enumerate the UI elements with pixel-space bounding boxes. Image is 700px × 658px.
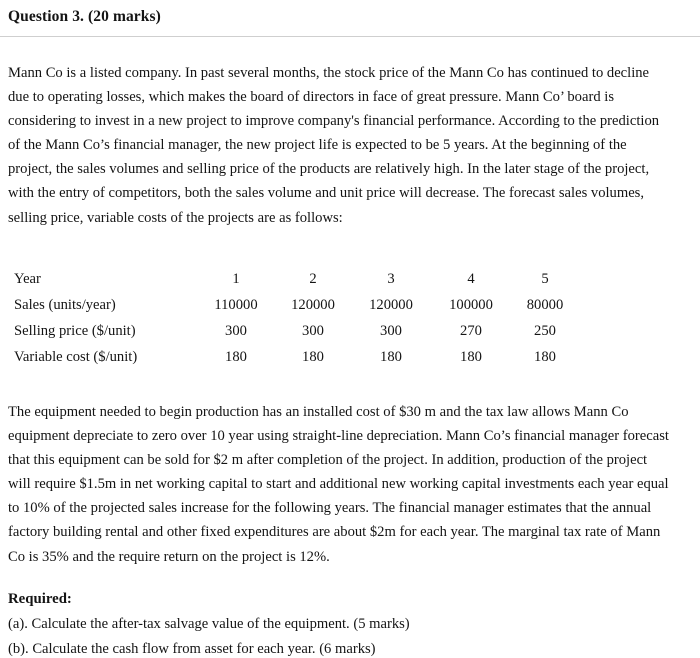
table-row-label: Year [14,271,41,287]
table-header-row [14,271,574,297]
table-cell: 120000 [369,297,413,313]
table-cell: 120000 [291,297,335,313]
table-row [14,323,574,349]
table-row-label: Selling price ($/unit) [14,323,136,339]
body-line: that this equipment can be sold for $2 m after completion of the project. In addition, production of the project [8,452,648,469]
intro-line: project, the sales volumes and selling price of the products are relatively high. In the later stage of the project, [8,161,650,178]
table-header-cell: 2 [309,271,317,287]
intro-line: due to operating losses, which makes the board of directors in face of great pressure. Mann Co’ board is [8,89,614,106]
table-cell: 100000 [449,297,493,313]
intro-line: with the entry of competitors, both the sales volume and unit price will decrease. The forecast sales volumes, [8,185,644,202]
table-header-cell: 1 [232,271,240,287]
forecast-table [14,271,574,375]
table-row [14,297,574,323]
table-row-label: Sales (units/year) [14,297,116,313]
body-line: to 10% of the projected sales increase for the following years. The financial manager estimates that the annual [8,500,652,517]
table-row [14,349,574,375]
table-cell: 80000 [526,297,564,313]
body-line: Co is 35% and the require return on the project is 12%. [8,548,330,565]
required-heading: Required: [8,591,72,607]
table-cell: 180 [225,349,247,365]
table-header-cell: 5 [541,271,549,287]
table-cell: 180 [460,349,482,365]
table-cell: 180 [302,349,324,365]
table-header-cell: 4 [467,271,475,287]
body-line: factory building rental and other fixed expenditures are about $2m for each year. The marginal tax rate of Mann [8,524,661,541]
intro-line: considering to invest in a new project to improve company's financial performance. According to the prediction [8,113,660,130]
question-part-b: (b). Calculate the cash flow from asset for each year. (6 marks) [8,641,376,657]
table-cell: 300 [380,323,402,339]
heading-divider [0,36,700,37]
body-line: equipment depreciate to zero over 10 year using straight-line depreciation. Mann Co’s financial manager forecast [8,428,669,445]
table-cell: 180 [534,349,556,365]
table-row-label: Variable cost ($/unit) [14,349,138,365]
intro-line: of the Mann Co’s financial manager, the new project life is expected to be 5 years. At the beginning of the [8,137,627,154]
table-cell: 300 [302,323,324,339]
table-cell: 270 [460,323,482,339]
table-cell: 250 [534,323,556,339]
table-cell: 180 [380,349,402,365]
body-line: The equipment needed to begin production has an installed cost of $30 m and the tax law allows Mann Co [8,404,629,420]
table-cell: 300 [225,323,247,339]
table-header-cell: 3 [387,271,395,287]
body-paragraph [8,400,698,569]
question-heading: Question 3. (20 marks) [8,8,161,25]
intro-line: selling price, variable costs of the projects are as follows: [8,209,343,226]
intro-line: Mann Co is a listed company. In past several months, the stock price of the Mann Co has continued to decline [8,65,650,81]
body-line: will require $1.5m in net working capital to start and additional new working capital investments each year equal [8,476,669,493]
table-cell: 110000 [214,297,258,313]
question-part-a: (a). Calculate the after-tax salvage value of the equipment. (5 marks) [8,616,410,632]
intro-paragraph [8,61,698,230]
